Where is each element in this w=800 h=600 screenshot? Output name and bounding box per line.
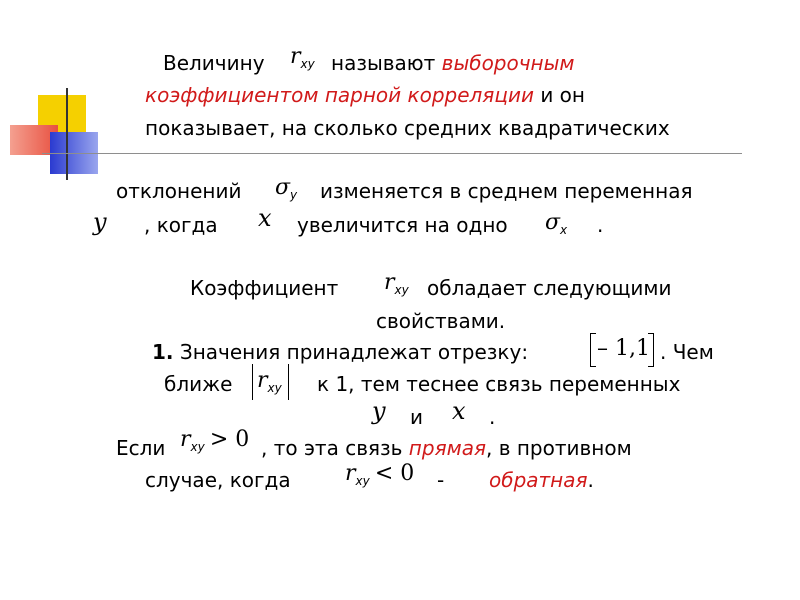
symbol-r-xy-lt0 bbox=[345, 461, 414, 488]
math-compare: > 0 bbox=[209, 427, 250, 452]
math-sub: y bbox=[290, 188, 298, 202]
text-fragment: и он bbox=[540, 83, 585, 107]
symbol-r-xy bbox=[290, 44, 315, 71]
text-fragment: изменяется в среднем переменная bbox=[320, 179, 693, 203]
highlight-red: прямая bbox=[408, 436, 486, 460]
prop1-line1b bbox=[660, 340, 714, 364]
math-compare: < 0 bbox=[374, 461, 415, 486]
para3-dash bbox=[437, 468, 444, 492]
text-fragment: . bbox=[489, 405, 496, 429]
interval-bracket-right bbox=[648, 333, 654, 367]
prop1-line1a bbox=[152, 340, 528, 364]
para1-line5c bbox=[597, 213, 603, 237]
prop1-period bbox=[489, 405, 495, 429]
text-fragment: отклонений bbox=[116, 179, 242, 203]
text-fragment: показывает, на сколько средних квадратических bbox=[145, 116, 670, 140]
para1-line4b bbox=[320, 179, 692, 203]
text-fragment: называют bbox=[331, 51, 436, 75]
symbol-x bbox=[258, 204, 272, 232]
text-fragment: . bbox=[597, 213, 604, 237]
para3-red2 bbox=[489, 468, 594, 492]
math-sigma: σ bbox=[545, 210, 561, 235]
math-interval: – 1,1 bbox=[597, 336, 650, 361]
math-r: r bbox=[384, 270, 395, 295]
symbol-sigma-y bbox=[275, 175, 297, 202]
interval-bracket-left bbox=[590, 333, 596, 367]
para1-line4a bbox=[116, 179, 241, 203]
para1-line1 bbox=[163, 51, 265, 75]
math-sub: xy bbox=[355, 474, 370, 488]
text-fragment: свойствами. bbox=[376, 309, 506, 333]
math-sub: x bbox=[560, 223, 568, 237]
math-sub: xy bbox=[300, 57, 315, 71]
text-fragment: Значения принадлежат отрезку: bbox=[179, 340, 529, 364]
para1-line5b bbox=[297, 213, 508, 237]
math-sub: xy bbox=[267, 381, 282, 395]
symbol-y bbox=[372, 397, 386, 425]
para3-line1a bbox=[116, 436, 165, 460]
para2-line1b bbox=[427, 276, 672, 300]
text-fragment: . bbox=[587, 468, 594, 492]
math-sigma: σ bbox=[275, 175, 291, 200]
highlight-red: выборочным bbox=[441, 51, 575, 75]
text-fragment: - bbox=[437, 468, 445, 492]
text-fragment: , в противном bbox=[485, 436, 632, 460]
interval-values bbox=[597, 336, 650, 361]
text-fragment: и bbox=[410, 405, 423, 429]
highlight-red: обратная bbox=[489, 468, 588, 492]
math-y: y bbox=[372, 397, 386, 425]
math-x: x bbox=[452, 397, 466, 425]
list-number: 1. bbox=[152, 340, 174, 364]
text-fragment: . Чем bbox=[660, 340, 714, 364]
text-fragment: Коэффициент bbox=[190, 276, 339, 300]
math-x: x bbox=[258, 204, 272, 232]
symbol-r-xy bbox=[384, 270, 409, 297]
text-fragment: Величину bbox=[163, 51, 265, 75]
text-fragment: ближе bbox=[164, 372, 233, 396]
symbol-y bbox=[93, 208, 107, 236]
prop1-and bbox=[410, 405, 423, 429]
symbol-x bbox=[452, 397, 466, 425]
math-r: r bbox=[290, 44, 301, 69]
vertical-rule bbox=[66, 88, 68, 180]
text-fragment: , то эта связь bbox=[261, 436, 403, 460]
para3-line1b bbox=[261, 436, 632, 460]
text-fragment: , когда bbox=[144, 213, 218, 237]
text-fragment: случае, когда bbox=[145, 468, 291, 492]
para2-line2 bbox=[376, 309, 505, 333]
text-fragment: Если bbox=[116, 436, 166, 460]
text-fragment: обладает следующими bbox=[427, 276, 672, 300]
prop1-line2b bbox=[317, 372, 680, 396]
para3-line2a bbox=[145, 468, 291, 492]
para2-line1a bbox=[190, 276, 338, 300]
para1-line1b bbox=[331, 51, 575, 75]
math-r: r bbox=[345, 461, 356, 486]
symbol-r-xy-gt0 bbox=[180, 427, 249, 454]
math-y: y bbox=[93, 208, 107, 236]
para1-line3 bbox=[145, 116, 670, 140]
math-sub: xy bbox=[394, 283, 409, 297]
math-sub: xy bbox=[190, 440, 205, 454]
horizontal-rule bbox=[42, 153, 742, 154]
highlight-red: коэффициентом парной корреляции bbox=[145, 83, 534, 107]
symbol-sigma-x bbox=[545, 210, 567, 237]
text-fragment: к 1, тем теснее связь переменных bbox=[317, 372, 681, 396]
para1-line5a bbox=[144, 213, 218, 237]
symbol-r-xy-abs bbox=[257, 368, 282, 395]
math-r: r bbox=[257, 368, 268, 393]
math-r: r bbox=[180, 427, 191, 452]
para1-line2 bbox=[145, 83, 585, 107]
text-fragment: увеличится на одно bbox=[297, 213, 508, 237]
prop1-line2a bbox=[164, 372, 232, 396]
